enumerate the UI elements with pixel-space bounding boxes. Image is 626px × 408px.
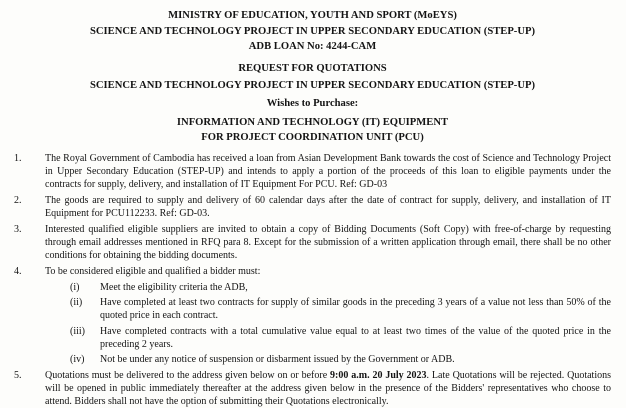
list-item: [14, 369, 611, 408]
paragraph-text-before-deadline: Quotations must be delivered to the address given below on or before: [45, 370, 331, 381]
project-title-repeat: SCIENCE AND TECHNOLOGY PROJECT IN UPPER SECONDARY EDUCATION (STEP-UP): [89, 80, 535, 91]
paragraph-intro: [14, 265, 611, 278]
subitem-text: Have completed contracts with a total cumulative value equal to at least two times of the value of the quoted price in the preceding 2 years.: [100, 325, 611, 350]
list-item: [14, 265, 611, 366]
subitem-number: (ii): [70, 297, 83, 308]
subitem-number: (iii): [70, 325, 85, 337]
paragraph-text: The Royal Government of Cambodia has received a loan from Asian Development Bank towards the cost of Science and Technology Project in Upper Secondary Education (STEP-UP) and intends to apply a portion of the proceeds of this loan to eligible payments under the contracts for supply, delivery, and installation of IT Equipment For PCU. Ref: GD-03: [45, 153, 611, 190]
document-body: [14, 152, 611, 408]
paragraph-number: 2.: [14, 195, 22, 206]
purchase-item-subtitle: FOR PROJECT COORDINATION UNIT (PCU): [201, 131, 424, 143]
sub-list-item: [70, 353, 611, 366]
rfq-title: REQUEST FOR QUOTATIONS: [238, 62, 387, 74]
sub-list-item: [70, 296, 611, 322]
paragraph-number: 3.: [14, 224, 22, 235]
ministry-title: MINISTRY OF EDUCATION, YOUTH AND SPORT (MoEYS): [168, 10, 457, 21]
paragraph-number: 1.: [14, 153, 22, 164]
paragraph-text: [45, 369, 611, 408]
loan-number: ADB LOAN No: 4244-CAM: [248, 41, 377, 52]
sub-list-item: [70, 281, 611, 294]
subitem-number: (iv): [70, 354, 85, 365]
paragraph-text: The goods are required to supply and delivery of 60 calendar days after the date of contract for supply, delivery, and installation of IT Equipment for PCU112233. Ref: GD-03.: [45, 195, 611, 219]
wishes-to-purchase-label: Wishes to Purchase:: [266, 97, 359, 109]
paragraph-text: To be considered eligible and qualified a bidder must:: [45, 266, 261, 277]
paragraph-number: 4.: [14, 266, 22, 277]
list-item: [14, 194, 611, 220]
paragraph-text: Interested qualified eligible suppliers are invited to obtain a copy of Bidding Documents (Soft Copy) with free-of-charge by requesting through email addresses mentioned in RFQ para 8. Except for the submission of a written application through email, there shall be no other conditions for obtaining the bidding documents.: [45, 224, 611, 261]
document-header: [14, 8, 611, 145]
subitem-text: Meet the eligibility criteria the ADB,: [100, 281, 248, 293]
subitem-text: Have completed at least two contracts for supply of similar goods in the preceding 3 years of a value not less than 50% of the quoted price in each contract.: [100, 297, 611, 321]
deadline-datetime: 9:00 a.m. 20 July 2023: [330, 370, 427, 381]
sub-list-item: [70, 325, 611, 351]
subitem-text: Not be under any notice of suspension or disbarment issued by the Government or ADB.: [100, 354, 455, 365]
paragraph-number: 5.: [14, 370, 22, 381]
paragraph-text-after-deadline: . Late Quotations will be rejected. Quotations will be opened in public immediately thereafter at the address given below in the presence of the Bidders' representatives who choose to attend. Bidders shall not have the option of submitting their Quotations electronically.: [45, 370, 611, 407]
list-item: [14, 223, 611, 262]
subitem-number: (i): [70, 281, 80, 293]
project-title: SCIENCE AND TECHNOLOGY PROJECT IN UPPER SECONDARY EDUCATION (STEP-UP): [89, 25, 535, 37]
purchase-item-title: INFORMATION AND TECHNOLOGY (IT) EQUIPMENT: [176, 117, 449, 128]
list-item: [14, 152, 611, 191]
